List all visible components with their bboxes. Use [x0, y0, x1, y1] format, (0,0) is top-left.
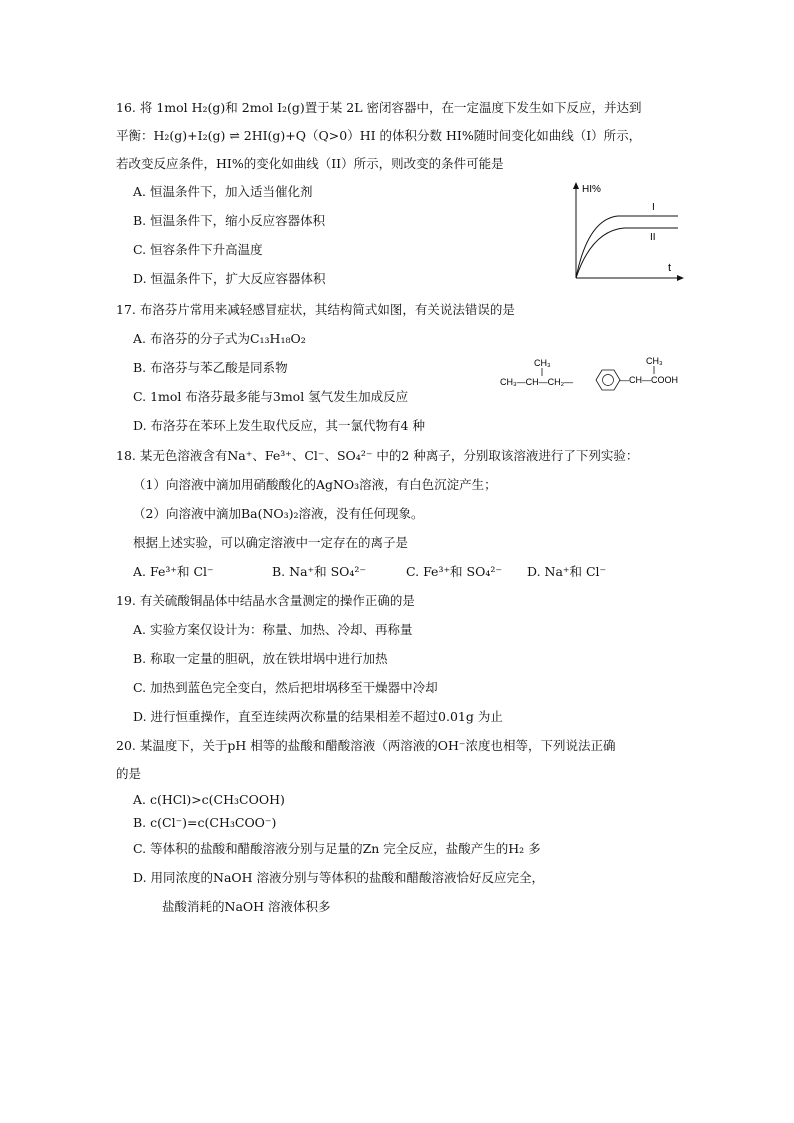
q20-stem-line-1: 20. 某温度下，关于pH 相等的盐酸和醋酸溶液（两溶液的OH⁻浓度也相等，下列说法正确 — [116, 738, 616, 753]
q19-option-b: B. 称取一定量的胆矾，放在铁坩埚中进行加热 — [133, 651, 388, 666]
structure-right-chain: —CH—COOH — [620, 375, 678, 385]
q18-stem-line-1: 18. 某无色溶液含有Na⁺、Fe³⁺、Cl⁻、SO₄²⁻ 中的2 种离子，分别取该溶液进行了下列实验： — [116, 448, 639, 463]
q17-stem: 17. 布洛芬片常用来减轻感冒症状，其结构简式如图，有关说法错误的是 — [116, 302, 515, 317]
graph-y-label: HI% — [582, 184, 601, 195]
curve-i-label: I — [652, 202, 655, 213]
q17-option-a: A. 布洛芬的分子式为C₁₃H₁₈O₂ — [133, 331, 306, 346]
structure-benzene-ring — [596, 370, 620, 390]
q16-stem-line-3: 若改变反应条件，HI%的变化如曲线（II）所示，则改变的条件可能是 — [116, 156, 504, 171]
q16-option-d: D. 恒温条件下，扩大反应容器体积 — [133, 271, 326, 286]
q16-option-a: A. 恒温条件下，加入适当催化剂 — [133, 184, 313, 199]
q18-stem-line-2: （1）向溶液中滴加用硝酸酸化的AgNO₃溶液，有白色沉淀产生； — [133, 477, 497, 492]
q20-option-c: C. 等体积的盐酸和醋酸溶液分别与足量的Zn 完全反应，盐酸产生的H₂ 多 — [133, 841, 541, 856]
q17-option-d: D. 布洛芬在苯环上发生取代反应，其一氯代物有4 种 — [133, 418, 425, 433]
q16-stem-line-2: 平衡：H₂(g)+I₂(g) ⇌ 2HI(g)+Q（Q>0）HI 的体积分数 HI%随时间变化如曲线（I）所示， — [116, 128, 642, 143]
graph-y-arrow — [573, 182, 579, 189]
graph-x-label: t — [668, 262, 672, 274]
hi-percent-graph — [560, 178, 690, 286]
q20-option-b: B. c(Cl⁻)=c(CH₃COO⁻) — [133, 815, 277, 830]
q20-option-a: A. c(HCl)>c(CH₃COOH) — [133, 792, 285, 807]
structure-ch3-top: CH₃ — [534, 358, 551, 368]
q19-option-a: A. 实验方案仅设计为：称量、加热、冷却、再称量 — [133, 622, 413, 637]
q18-stem-line-4: 根据上述实验，可以确定溶液中一定存在的离子是 — [133, 535, 409, 550]
q16-option-c: C. 恒容条件下升高温度 — [133, 242, 263, 257]
q18-option-b: B. Na⁺和 SO₄²⁻ — [272, 564, 367, 579]
q17-option-b: B. 布洛芬与苯乙酸是同系物 — [133, 360, 288, 375]
q19-option-c: C. 加热到蓝色完全变白，然后把坩埚移至干燥器中冷却 — [133, 680, 438, 695]
q20-stem-line-2: 的是 — [116, 766, 142, 781]
q18-stem-line-3: （2）向溶液中滴加Ba(NO₃)₂溶液，没有任何现象。 — [133, 506, 424, 521]
q19-option-d: D. 进行恒重操作，直至连续两次称量的结果相差不超过0.01g 为止 — [133, 709, 503, 724]
structure-ch3-right: CH₃ — [646, 356, 663, 366]
q18-option-d: D. Na⁺和 Cl⁻ — [527, 564, 607, 579]
ibuprofen-structure — [496, 352, 716, 402]
q18-option-c: C. Fe³⁺和 SO₄²⁻ — [406, 564, 502, 579]
structure-benzene-circle — [603, 375, 614, 386]
q16-stem-line-1: 16. 将 1mol H₂(g)和 2mol I₂(g)置于某 2L 密闭容器中，在一定温度下发生如下反应，并达到 — [116, 100, 642, 115]
q16-option-b: B. 恒温条件下，缩小反应容器体积 — [133, 213, 326, 228]
q20-option-d-continuation: 盐酸消耗的NaOH 溶液体积多 — [162, 899, 331, 914]
structure-left-chain: CH₃—CH—CH₂— — [500, 377, 574, 387]
q17-option-c: C. 1mol 布洛芬最多能与3mol 氢气发生加成反应 — [133, 389, 409, 404]
q18-option-a: A. Fe³⁺和 Cl⁻ — [133, 564, 214, 579]
graph-x-arrow — [677, 275, 684, 281]
q20-option-d: D. 用同浓度的NaOH 溶液分别与等体积的盐酸和醋酸溶液恰好反应完全， — [133, 870, 545, 885]
q19-stem: 19. 有关硫酸铜晶体中结晶水含量测定的操作正确的是 — [116, 593, 415, 608]
curve-ii-label: II — [650, 232, 656, 243]
